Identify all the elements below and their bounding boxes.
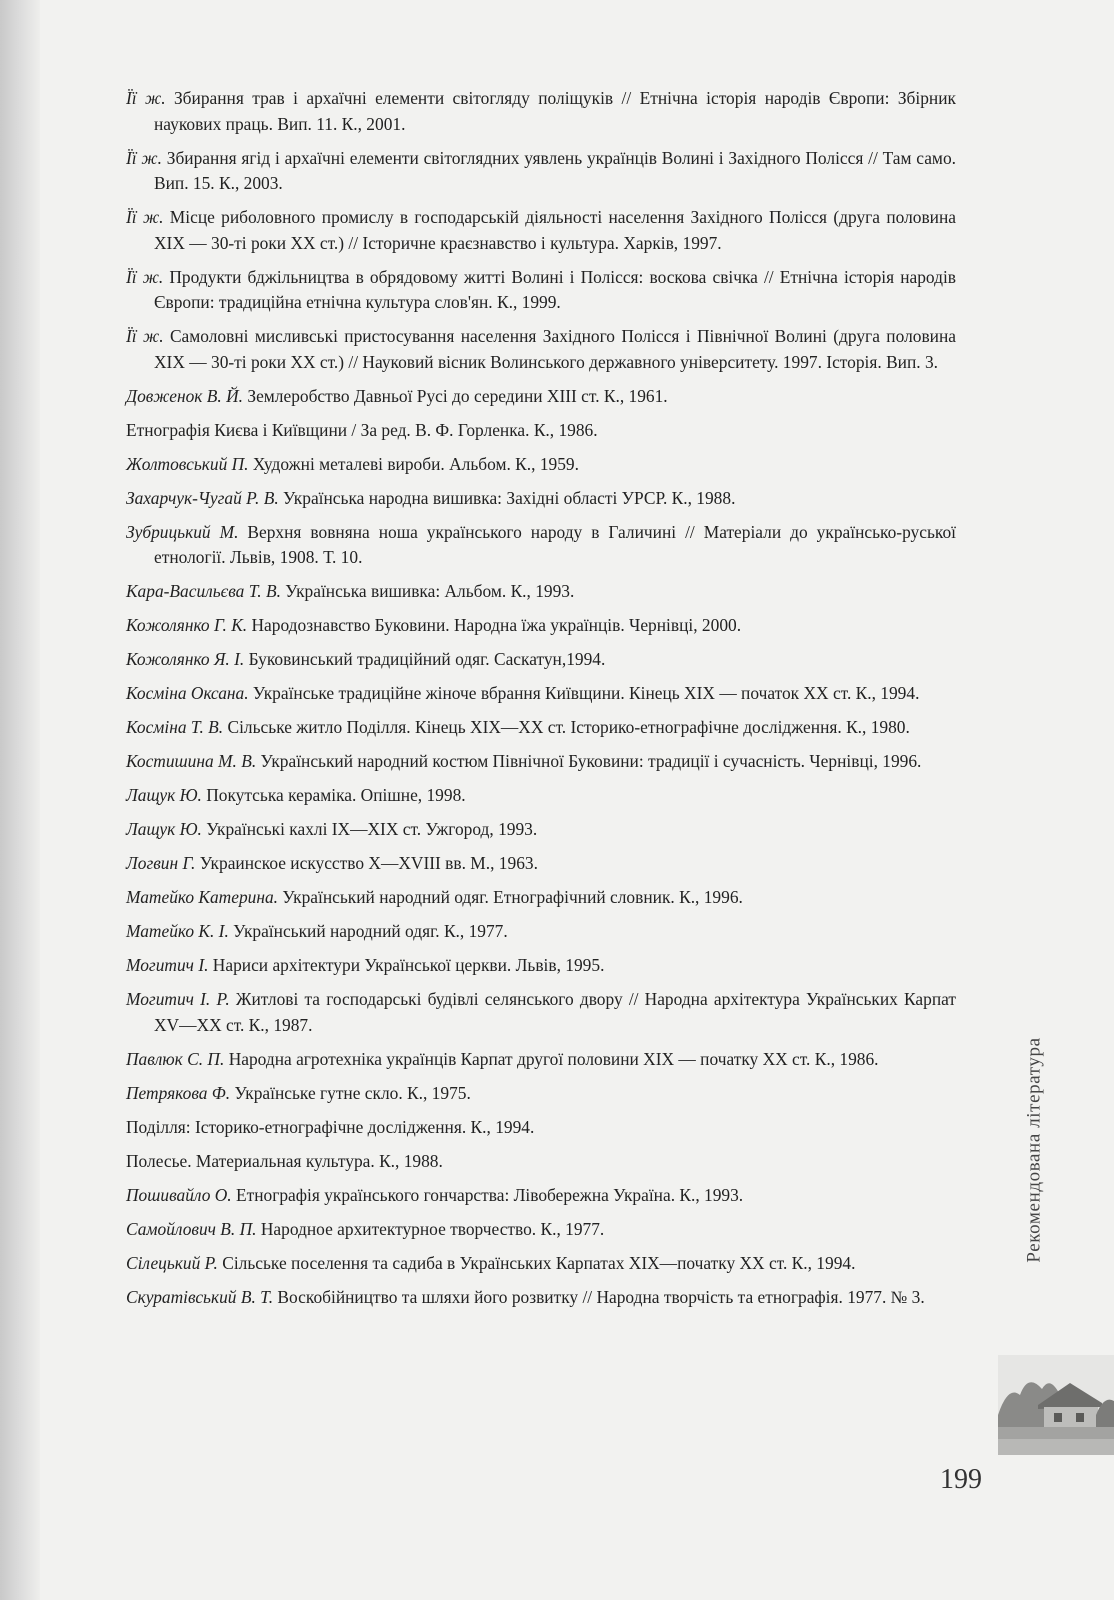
reference-item — [126, 613, 956, 639]
reference-text: Сільське поселення та садиба в Українських Карпатах XIX—початку XX ст. К., 1994. — [217, 1252, 856, 1273]
reference-author: Сілецький Р. — [126, 1252, 218, 1273]
reference-author: Петрякова Ф. — [126, 1082, 231, 1103]
reference-item — [126, 1081, 956, 1107]
reference-text: Полесье. Материальная культура. К., 1988. — [126, 1150, 443, 1171]
reference-item — [126, 265, 956, 316]
reference-text: Житлові та господарські будівлі селянського двору // Народна архітектура Українських Карпат XV—XX ст. К., 1987. — [154, 989, 957, 1035]
reference-item — [126, 953, 956, 979]
reference-text: Український народний одяг. Етнографічний словник. К., 1996. — [278, 887, 743, 908]
reference-item — [126, 851, 956, 877]
reference-author: Її ж. — [126, 266, 164, 287]
reference-author: Її ж. — [126, 88, 166, 108]
reference-author: Довженок В. Й. — [126, 385, 244, 406]
reference-item — [126, 1115, 956, 1141]
reference-text: Воскобійництво та шляхи його розвитку // Народна творчість та етнографія. 1977. № 3. — [273, 1286, 925, 1307]
reference-author: Матейко К. І. — [126, 921, 229, 942]
reference-text: Сільське житло Поділля. Кінець XIX—XX ст. Історико-етнографічне дослідження. К., 1980. — [223, 717, 910, 738]
reference-text: Нариси архітектури Української церкви. Львів, 1995. — [208, 955, 605, 976]
reference-text: Покутська кераміка. Опішне, 1998. — [201, 785, 466, 806]
reference-author: Зубрицький М. — [126, 521, 239, 542]
reference-item — [126, 919, 956, 945]
reference-text: Етнографія українського гончарства: Лівобережна Україна. К., 1993. — [231, 1184, 744, 1205]
reference-item — [126, 817, 956, 843]
reference-author: Космiна Оксана. — [126, 683, 249, 704]
bibliography-list — [126, 86, 956, 1319]
reference-text: Місце риболовного промислу в господарській діяльності населення Західного Полісся (друга половина XIX — 30-ті роки XX ст.) // Історичне краєзнавство і культура. Харків, 1997. — [154, 207, 957, 253]
reference-author: Її ж. — [126, 147, 162, 168]
reference-item — [126, 681, 956, 707]
reference-author: Кара-Васильєва Т. В. — [126, 581, 281, 602]
reference-text: Збирання трав і архаїчні елементи світогляду поліщуків // Етнічна історія народів Європи: Збірник наукових праць. Вип. 11. К., 2001. — [154, 88, 956, 134]
reference-item — [126, 1047, 956, 1073]
reference-author: Лащук Ю. — [126, 785, 202, 806]
reference-author: Матейко Катерина. — [126, 887, 279, 908]
reference-text: Українське традиційне жіноче вбрання Київщини. Кінець XIX — початок XX ст. К., 1994. — [248, 683, 920, 704]
reference-item — [126, 418, 956, 444]
reference-author: Пошивайло О. — [126, 1184, 232, 1205]
reference-item — [126, 486, 956, 512]
reference-text: Продукти бджільництва в обрядовому житті Волині і Полісся: воскова свічка // Етнічна історія народів Європи: традиційна етнічна культура слов'ян. К., 1999. — [154, 266, 957, 313]
reference-item — [126, 384, 956, 410]
reference-author: Захарчук-Чугай Р. В. — [126, 487, 279, 508]
reference-item — [126, 205, 956, 256]
reference-text: Народное архитектурное творчество. К., 1977. — [256, 1218, 605, 1239]
reference-item — [126, 324, 956, 375]
reference-author: Самойлович В. П. — [126, 1218, 257, 1239]
reference-item — [126, 1149, 956, 1175]
section-side-label-text: Рекомендована література — [1024, 1037, 1045, 1263]
reference-item — [126, 1251, 956, 1277]
reference-author: Скуратівський В. Т. — [126, 1286, 274, 1307]
reference-author: Кожолянко Г. К. — [126, 615, 248, 636]
reference-text: Українська народна вишивка: Західні області УРСР. К., 1988. — [278, 487, 736, 508]
reference-item — [126, 1217, 956, 1243]
reference-text: Поділля: Історико-етнографічне дослідження. К., 1994. — [126, 1116, 535, 1137]
reference-text: Самоловні мисливські пристосування населення Західного Полісся і Північної Волині (друга половина XIX — 30-ті роки XX ст.) // Науковий вісник Волинського державного університету. 1997. Історія. Вип. 3. — [154, 326, 956, 372]
reference-text: Етнографія Києва і Київщини / За ред. В. Ф. Горленка. К., 1986. — [126, 419, 598, 440]
reference-item — [126, 783, 956, 809]
reference-author: Могитич І. — [126, 955, 209, 976]
reference-text: Украинское искусство X—XVIII вв. М., 1963. — [195, 853, 538, 874]
reference-item — [126, 1183, 956, 1209]
reference-text: Збирання ягід і архаїчні елементи світоглядних уявлень українців Волині і Західного Полісся // Там само. Вип. 15. К., 2003. — [154, 147, 956, 194]
reference-item — [126, 146, 956, 197]
reference-item — [126, 86, 956, 137]
reference-text: Українська вишивка: Альбом. К., 1993. — [280, 581, 575, 602]
reference-item — [126, 715, 956, 741]
reference-text: Буковинський традиційний одяг. Саскатун,1994. — [244, 649, 606, 670]
village-house-illustration — [998, 1355, 1114, 1455]
book-spine-shadow — [0, 0, 40, 1600]
reference-author: Костишина М. В. — [126, 751, 257, 772]
section-side-label — [1018, 1000, 1052, 1300]
reference-text: Українські кахлі IX—XIX ст. Ужгород, 1993. — [201, 819, 538, 840]
reference-item — [126, 452, 956, 478]
reference-text: Український народний костюм Північної Буковини: традиції і сучасність. Чернівці, 1996. — [256, 751, 922, 772]
reference-author: Її ж. — [126, 326, 164, 347]
village-house-thumbnail — [998, 1355, 1114, 1455]
reference-text: Український народний одяг. К., 1977. — [228, 921, 508, 942]
reference-author: Могитич І. Р. — [126, 989, 230, 1010]
reference-author: Логвин Г. — [126, 853, 196, 874]
reference-item — [126, 579, 956, 605]
reference-item — [126, 520, 956, 571]
reference-item — [126, 749, 956, 775]
reference-author: Лащук Ю. — [126, 819, 202, 840]
reference-author: Кожолянко Я. І. — [126, 649, 245, 670]
reference-text: Художні металеві вироби. Альбом. К., 1959. — [248, 453, 579, 474]
reference-text: Верхня вовняна ноша українського народу в Галичині // Матеріали до українсько-руської етнології. Львів, 1908. Т. 10. — [154, 521, 956, 568]
reference-item — [126, 885, 956, 911]
reference-author: Її ж. — [126, 207, 164, 228]
reference-author: Павлюк С. П. — [126, 1048, 225, 1069]
reference-item — [126, 647, 956, 673]
page-number: 199 — [940, 1464, 982, 1495]
reference-item — [126, 1285, 956, 1311]
reference-text: Землеробство Давньої Русі до середини XIII ст. К., 1961. — [243, 385, 668, 406]
reference-author: Космiна Т. В. — [126, 717, 224, 738]
reference-item — [126, 987, 956, 1038]
reference-text: Українське гутне скло. К., 1975. — [230, 1082, 471, 1103]
reference-text: Народна агротехніка українців Карпат другої половини XIX — початку XX ст. К., 1986. — [224, 1048, 879, 1069]
reference-author: Жолтовський П. — [126, 453, 249, 474]
reference-text: Народознавство Буковини. Народна їжа українців. Чернівці, 2000. — [247, 615, 742, 636]
